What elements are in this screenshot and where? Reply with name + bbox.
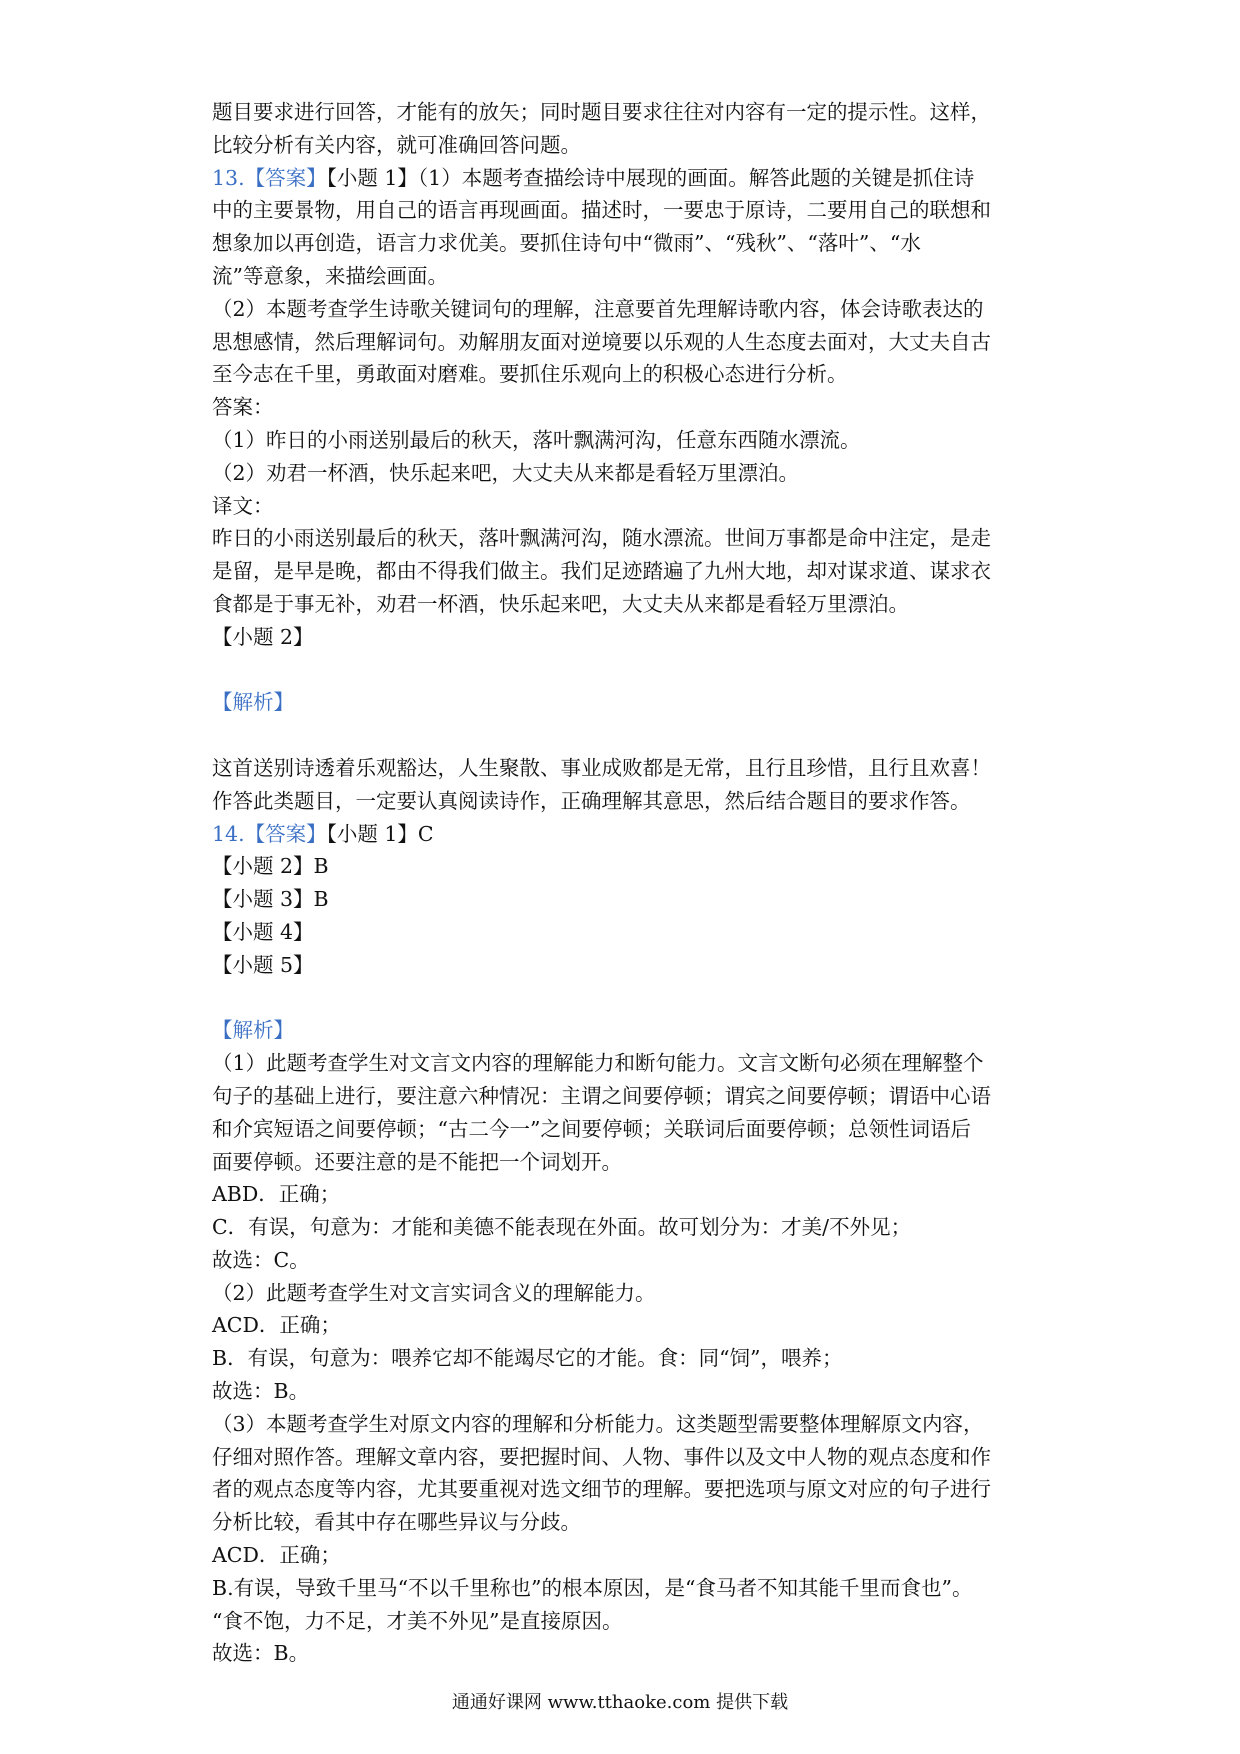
- q12-tail-line: 比较分析有关内容，就可准确回答问题。: [212, 132, 581, 157]
- q14-line: 者的观点态度等内容，尤其要重视对选文细节的理解。要把选项与原文对应的句子进行: [212, 1477, 991, 1502]
- q13-line: 译文：: [212, 493, 274, 518]
- q14-line: 分析比较，看其中存在哪些异议与分歧。: [212, 1510, 581, 1535]
- q14-line: （2）此题考查学生对文言实词含义的理解能力。: [212, 1280, 656, 1305]
- q13-line: 流”等意象，来描绘画面。: [212, 263, 448, 288]
- document-body: [212, 96, 1042, 1670]
- q14-line: B.有误，导致千里马“不以千里称也”的根本原因，是“食马者不知其能千里而食也”。: [212, 1575, 973, 1600]
- q14-answer-line: 【小题 5】: [212, 952, 314, 977]
- q13-line: 是留，是早是晚，都由不得我们做主。我们足迹踏遍了九州大地，却对谋求道、谋求衣: [212, 559, 991, 584]
- q13-line: （2）本题考查学生诗歌关键词句的理解，注意要首先理解诗歌内容，体会诗歌表达的: [212, 296, 984, 321]
- q14-header: [212, 818, 1042, 851]
- q13-line: 答案：: [212, 395, 274, 420]
- q14-answer-line: 【小题 4】: [212, 919, 314, 944]
- q14-line: （3）本题考查学生对原文内容的理解和分析能力。这类题型需要整体理解原文内容，: [212, 1411, 984, 1436]
- q14-line: （1）此题考查学生对文言文内容的理解能力和断句能力。文言文断句必须在理解整个: [212, 1051, 984, 1076]
- q14-answer-tag: 【答案】: [244, 821, 327, 846]
- q14-line: “食不饱，力不足，才美不外见”是直接原因。: [212, 1608, 623, 1633]
- q13-line: （1）昨日的小雨送别最后的秋天，落叶飘满河沟，任意东西随水漂流。: [212, 427, 861, 452]
- spacer: [212, 654, 1042, 687]
- q13-line: 【小题 2】: [212, 624, 314, 649]
- q14-line: 面要停顿。还要注意的是不能把一个词划开。: [212, 1149, 622, 1174]
- q14-line: B．有误，句意为：喂养它却不能竭尽它的才能。食：同“饲”，喂养；: [212, 1346, 843, 1371]
- q13-line: （2）劝君一杯酒，快乐起来吧，大丈夫从来都是看轻万里漂泊。: [212, 460, 800, 485]
- q13-analysis-line: 这首送别诗透着乐观豁达，人生聚散、事业成败都是无常，且行且珍惜，且行且欢喜！: [212, 755, 991, 780]
- q12-tail-line: 题目要求进行回答，才能有的放矢；同时题目要求往往对内容有一定的提示性。这样，: [212, 100, 991, 124]
- q14-answer-line: 【小题 2】B: [212, 854, 329, 879]
- q13-line: 中的主要景物，用自己的语言再现画面。描述时，一要忠于原诗，二要用自己的联想和: [212, 198, 991, 223]
- spacer: [212, 719, 1042, 752]
- q13-line: 食都是于事无补，劝君一杯酒，快乐起来吧，大丈夫从来都是看轻万里漂泊。: [212, 591, 909, 616]
- q13-number: 13.: [212, 165, 245, 190]
- q14-header-text: 【小题 1】C: [326, 821, 434, 846]
- q14-number: 14.: [212, 821, 245, 846]
- q14-analysis-tag: 【解析】: [212, 1018, 294, 1043]
- q13-line: 想象加以再创造，语言力求优美。要抓住诗句中“微雨”、“残秋”、“落叶”、“水: [212, 231, 921, 256]
- q14-answer-line: 【小题 3】B: [212, 887, 329, 912]
- q14-line: ACD．正确；: [212, 1543, 341, 1568]
- q14-line: C．有误，句意为：才能和美德不能表现在外面。故可划分为：才美/不外见；: [212, 1215, 912, 1240]
- q14-line: ABD．正确；: [212, 1182, 341, 1207]
- q14-line: 仔细对照作答。理解文章内容，要把握时间、人物、事件以及文中人物的观点态度和作: [212, 1444, 991, 1469]
- q13-line: 至今志在千里，勇敢面对磨难。要抓住乐观向上的积极心态进行分析。: [212, 362, 848, 387]
- q14-line: ACD．正确；: [212, 1313, 341, 1338]
- q14-line: 和介宾短语之间要停顿；“古二今一”之间要停顿；关联词后面要停顿；总领性词语后: [212, 1116, 971, 1141]
- q14-line: 句子的基础上进行，要注意六种情况：主谓之间要停顿；谓宾之间要停顿；谓语中心语: [212, 1083, 991, 1108]
- q13-analysis-tag: 【解析】: [212, 690, 294, 715]
- q13-analysis-line: 作答此类题目，一定要认真阅读诗作，正确理解其意思，然后结合题目的要求作答。: [212, 788, 971, 813]
- q13-line: 思想感情，然后理解词句。劝解朋友面对逆境要以乐观的人生态度去面对，大丈夫自古: [212, 329, 991, 354]
- q13-header-text: 【小题 1】（1）本题考查描绘诗中展现的画面。解答此题的关键是抓住诗: [326, 165, 975, 190]
- q14-line: 故选：B。: [212, 1641, 310, 1666]
- q14-line: 故选：B。: [212, 1379, 310, 1404]
- q14-line: 故选：C。: [212, 1247, 310, 1272]
- page-footer: 通通好课网 www.tthaoke.com 提供下载: [451, 1692, 789, 1713]
- q13-header: [212, 162, 1042, 195]
- spacer: [212, 982, 1042, 1015]
- q13-line: 昨日的小雨送别最后的秋天，落叶飘满河沟，随水漂流。世间万事都是命中注定，是走: [212, 526, 991, 551]
- q13-answer-tag: 【答案】: [244, 165, 327, 190]
